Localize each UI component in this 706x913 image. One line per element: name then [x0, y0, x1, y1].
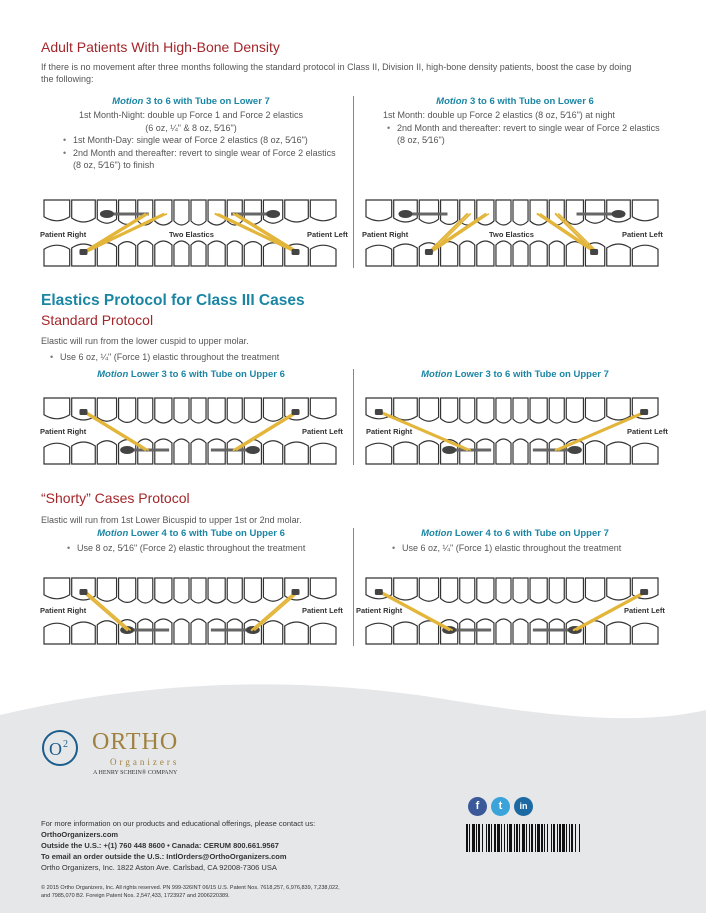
upper-tooth: [310, 200, 336, 221]
upper-tooth: [366, 200, 392, 221]
barcode-bar: [504, 824, 505, 852]
lower-tooth: [632, 623, 658, 644]
lower-tooth: [366, 443, 392, 464]
linkedin-icon[interactable]: in: [514, 797, 533, 816]
lower-tooth: [310, 443, 336, 464]
section1-intro: If there is no movement after three months following the standard protocol in Class II, Division II, high-bone density patients, boost the case by doing the following:: [41, 62, 632, 84]
molar-tube: [246, 446, 260, 454]
phone-line: Outside the U.S.: +(1) 760 448 8600 • Canada: CERUM 800.661.9567: [41, 841, 279, 850]
address-line: Ortho Organizers, Inc. 1822 Aston Ave. Carlsbad, CA 92008-7306 USA: [41, 863, 277, 872]
barcode-bar: [507, 824, 508, 852]
lower-tooth: [366, 245, 392, 266]
upper-tooth: [138, 578, 153, 603]
upper-tooth: [97, 398, 116, 421]
section3-intro: Elastic will run from 1st Lower Bicuspid to upper 1st or 2nd molar.: [41, 515, 302, 525]
section3-left-bullet: • Use 8 oz, 5⁄16" (Force 2) elastic throughout the treatment: [77, 542, 367, 555]
upper-tooth: [155, 578, 172, 603]
upper-tooth: [138, 398, 153, 423]
contact-block: [41, 818, 461, 873]
barcode-bar: [501, 824, 502, 852]
label-patient-right: Patient Right: [40, 427, 87, 436]
upper-tooth: [496, 398, 511, 423]
section1-left-line1: 1st Month-Night: double up Force 1 and Force 2 elastics: [78, 110, 304, 120]
section1-right-heading: Motion 3 to 6 with Tube on Lower 6: [436, 96, 594, 107]
lower-tooth: [263, 441, 282, 464]
upper-tooth: [530, 578, 547, 603]
barcode-bar: [529, 824, 530, 852]
bracket: [590, 249, 598, 255]
label-patient-left: Patient Left: [627, 427, 668, 436]
upper-tooth: [530, 200, 547, 225]
lower-tooth: [394, 442, 418, 464]
section2-title: Elastics Protocol for Class III Cases: [41, 292, 305, 309]
lower-tooth: [174, 619, 189, 644]
lower-tooth: [191, 241, 206, 266]
lower-tooth: [244, 242, 261, 266]
upper-tooth: [585, 578, 604, 601]
upper-tooth: [285, 200, 309, 222]
copyright-line: and 7985,070 B2. Foreign Patent Nos. 2,547,433, 1723927 and 2006220389.: [41, 893, 230, 899]
barcode-bar: [476, 824, 477, 852]
lower-tooth: [310, 245, 336, 266]
bracket: [292, 249, 300, 255]
upper-tooth: [119, 578, 136, 602]
upper-tooth: [44, 578, 70, 599]
brand-company: A HENRY SCHEIN® COMPANY: [93, 770, 178, 776]
bracket: [375, 409, 383, 415]
label-patient-right: Patient Right: [40, 606, 87, 615]
barcode-bar: [547, 824, 548, 852]
upper-tooth: [394, 578, 418, 600]
bracket: [640, 589, 648, 595]
lower-tooth: [632, 245, 658, 266]
barcode-bar: [488, 824, 490, 852]
section1-left-line2: (6 oz, ¼" & 8 oz, 5⁄16"): [145, 122, 237, 133]
lower-tooth: [513, 241, 528, 266]
lower-tooth: [119, 242, 136, 266]
upper-tooth: [419, 398, 438, 421]
lower-tooth: [496, 439, 511, 464]
molar-tube: [612, 210, 626, 218]
upper-tooth: [191, 578, 206, 603]
barcode-bar: [472, 824, 475, 852]
upper-tooth: [441, 398, 458, 422]
lower-tooth: [208, 241, 225, 266]
lower-tooth: [496, 619, 511, 644]
brand-name: ORTHO: [92, 729, 179, 755]
barcode-bar: [494, 824, 496, 852]
upper-tooth: [394, 398, 418, 420]
bracket: [292, 409, 300, 415]
facebook-icon[interactable]: f: [468, 797, 487, 816]
upper-tooth: [460, 578, 475, 603]
footer-background: [0, 680, 706, 913]
lower-tooth: [632, 443, 658, 464]
molar-tube: [568, 446, 582, 454]
barcode-bar: [553, 824, 555, 852]
upper-tooth: [191, 398, 206, 423]
upper-tooth: [566, 398, 583, 422]
lower-tooth: [72, 622, 96, 644]
label-patient-left: Patient Left: [622, 230, 663, 239]
barcode-bar: [566, 824, 567, 852]
barcode-bar: [526, 824, 527, 852]
lower-tooth: [607, 442, 631, 464]
barcode-bar: [575, 824, 576, 852]
lower-tooth: [394, 244, 418, 266]
copyright-block: [41, 884, 461, 900]
section2-left-heading: Motion Lower 3 to 6 with Tube on Upper 6: [97, 369, 285, 380]
lower-tooth: [419, 621, 438, 644]
upper-tooth: [441, 200, 458, 224]
svg-text:O: O: [49, 739, 62, 759]
lower-tooth: [44, 245, 70, 266]
lower-tooth: [72, 442, 96, 464]
section3-right-heading: Motion Lower 4 to 6 with Tube on Upper 7: [421, 528, 609, 539]
upper-tooth: [585, 398, 604, 421]
bracket: [292, 589, 300, 595]
lower-tooth: [513, 619, 528, 644]
brand-sub: Organizers: [110, 757, 180, 767]
bracket: [425, 249, 433, 255]
divider: [353, 528, 354, 646]
upper-tooth: [310, 578, 336, 599]
upper-tooth: [585, 200, 604, 223]
lower-tooth: [285, 442, 309, 464]
upper-tooth: [513, 398, 528, 423]
label-patient-right: Patient Right: [40, 230, 87, 239]
lower-tooth: [496, 241, 511, 266]
barcode-bar: [509, 824, 512, 852]
barcode-bar: [497, 824, 500, 852]
section2-intro: Elastic will run from the lower cuspid to upper molar.: [41, 336, 249, 346]
upper-tooth: [477, 578, 494, 603]
bracket: [375, 589, 383, 595]
lower-tooth: [174, 439, 189, 464]
upper-tooth: [155, 398, 172, 423]
barcode-bar: [579, 824, 580, 852]
upper-tooth: [513, 200, 528, 225]
section1-left-bullet: • 2nd Month and thereafter: revert to single wear of Force 2 elastics (8 oz, 5⁄16") to finish: [73, 147, 341, 172]
upper-tooth: [496, 578, 511, 603]
upper-tooth: [244, 398, 261, 422]
lower-tooth: [155, 241, 172, 266]
barcode-bar: [537, 824, 540, 852]
upper-tooth: [566, 578, 583, 602]
barcode-bar: [478, 824, 480, 852]
label-two-elastics: Two Elastics: [489, 230, 534, 239]
lower-tooth: [394, 622, 418, 644]
lower-tooth: [607, 244, 631, 266]
molar-tube: [120, 446, 134, 454]
upper-tooth: [174, 200, 189, 225]
lower-tooth: [97, 621, 116, 644]
copyright-line: © 2015 Ortho Organizers, Inc. All rights reserved. PN 999-326INT 06/15 U.S. Patent Nos. 7618,257, 6,976,839, 7,238,022,: [41, 885, 340, 891]
bracket: [640, 409, 648, 415]
upper-tooth: [632, 200, 658, 221]
upper-tooth: [477, 200, 494, 225]
barcode-bar: [516, 824, 518, 852]
section2-right-heading: Motion Lower 3 to 6 with Tube on Upper 7: [421, 369, 609, 380]
lower-tooth: [549, 241, 564, 266]
lower-tooth: [97, 441, 116, 464]
upper-tooth: [496, 200, 511, 225]
lower-tooth: [191, 619, 206, 644]
lower-tooth: [460, 241, 475, 266]
barcode-bar: [491, 824, 492, 852]
lower-tooth: [263, 621, 282, 644]
lower-tooth: [366, 623, 392, 644]
barcode-bar: [559, 824, 561, 852]
lower-tooth: [607, 622, 631, 644]
upper-tooth: [263, 578, 282, 601]
section1-left-heading: Motion 3 to 6 with Tube on Lower 7: [112, 96, 270, 107]
lower-tooth: [191, 439, 206, 464]
label-patient-left: Patient Left: [624, 606, 665, 615]
lower-tooth: [585, 441, 604, 464]
contact-line: For more information on our products and educational offerings, please contact us:: [41, 819, 316, 828]
svg-text:2: 2: [63, 739, 68, 750]
molar-tube: [266, 210, 280, 218]
upper-tooth: [310, 398, 336, 419]
barcode-bar: [482, 824, 483, 852]
upper-tooth: [244, 578, 261, 602]
bracket: [79, 249, 87, 255]
barcode-bar: [571, 824, 573, 852]
barcode-bar: [562, 824, 565, 852]
label-patient-right: Patient Right: [356, 606, 403, 615]
barcode-bar: [514, 824, 515, 852]
email-link[interactable]: To email an order outside the U.S.: IntlOrders@OrthoOrganizers.com: [41, 852, 287, 861]
divider: [353, 369, 354, 465]
section3-title: “Shorty” Cases Protocol: [41, 490, 190, 506]
upper-tooth: [607, 398, 631, 420]
upper-tooth: [530, 398, 547, 423]
barcode-bar: [535, 824, 536, 852]
barcode-bar: [466, 824, 468, 852]
lower-tooth: [530, 241, 547, 266]
molar-tube: [398, 210, 412, 218]
upper-tooth: [441, 578, 458, 602]
molar-tube: [100, 210, 114, 218]
upper-tooth: [155, 200, 172, 225]
upper-tooth: [477, 398, 494, 423]
label-patient-left: Patient Left: [302, 606, 343, 615]
upper-tooth: [460, 398, 475, 423]
lower-tooth: [263, 243, 282, 266]
lower-tooth: [174, 241, 189, 266]
lower-tooth: [513, 439, 528, 464]
lower-tooth: [285, 622, 309, 644]
label-patient-right: Patient Right: [362, 230, 409, 239]
website-link[interactable]: OrthoOrganizers.com: [41, 830, 119, 839]
barcode: [466, 824, 666, 854]
lower-tooth: [138, 241, 153, 266]
divider: [353, 96, 354, 268]
section1-left-bullet: • 1st Month-Day: single wear of Force 2 elastics (8 oz, 5⁄16"): [73, 134, 341, 147]
upper-tooth: [513, 578, 528, 603]
barcode-bar: [569, 824, 570, 852]
upper-tooth: [566, 200, 583, 224]
upper-tooth: [44, 398, 70, 419]
twitter-icon[interactable]: t: [491, 797, 510, 816]
upper-tooth: [549, 578, 564, 603]
barcode-bar: [531, 824, 533, 852]
lower-tooth: [44, 443, 70, 464]
ortho-logo-mark: [40, 728, 80, 768]
section3-right-bullet: • Use 6 oz, ¼" (Force 1) elastic throughout the treatment: [402, 542, 692, 555]
section2-bullet: • Use 6 oz, ¼" (Force 1) elastic throughout the treatment: [60, 351, 380, 364]
label-patient-right: Patient Right: [366, 427, 413, 436]
upper-tooth: [44, 200, 70, 221]
section1-title: Adult Patients With High-Bone Density: [41, 39, 280, 55]
upper-tooth: [174, 398, 189, 423]
upper-tooth: [174, 578, 189, 603]
section3-left-heading: Motion Lower 4 to 6 with Tube on Upper 6: [97, 528, 285, 539]
upper-tooth: [72, 200, 96, 222]
section1-right-bullet: • 2nd Month and thereafter: revert to single wear of Force 2 elastics (8 oz, 5⁄16"): [397, 122, 665, 147]
upper-tooth: [227, 578, 242, 603]
section2-subtitle: Standard Protocol: [41, 312, 154, 328]
lower-tooth: [44, 623, 70, 644]
upper-tooth: [191, 200, 206, 225]
upper-tooth: [119, 398, 136, 422]
upper-tooth: [208, 578, 225, 603]
barcode-bar: [544, 824, 545, 852]
upper-tooth: [97, 578, 116, 601]
barcode-bar: [541, 824, 543, 852]
label-two-elastics: Two Elastics: [169, 230, 214, 239]
lower-tooth: [310, 623, 336, 644]
barcode-bar: [469, 824, 470, 852]
lower-tooth: [419, 441, 438, 464]
lower-tooth: [477, 241, 494, 266]
barcode-bar: [557, 824, 558, 852]
upper-tooth: [227, 398, 242, 423]
dental-diagram-shorty-upper7: [362, 570, 662, 650]
bracket: [79, 409, 87, 415]
upper-tooth: [208, 398, 225, 423]
label-patient-left: Patient Left: [302, 427, 343, 436]
label-patient-left: Patient Left: [307, 230, 348, 239]
barcode-bar: [519, 824, 520, 852]
upper-tooth: [419, 200, 438, 223]
upper-tooth: [419, 578, 438, 601]
section1-right-line1: 1st Month: double up Force 2 elastics (8 oz, 5⁄16") at night: [383, 110, 615, 120]
lower-tooth: [227, 241, 242, 266]
upper-tooth: [607, 578, 631, 600]
bracket: [79, 589, 87, 595]
lower-tooth: [566, 242, 583, 266]
barcode-bar: [486, 824, 487, 852]
barcode-bar: [522, 824, 525, 852]
upper-tooth: [208, 200, 225, 225]
barcode-bar: [551, 824, 552, 852]
molar-tube: [442, 446, 456, 454]
upper-tooth: [549, 398, 564, 423]
upper-tooth: [263, 398, 282, 421]
